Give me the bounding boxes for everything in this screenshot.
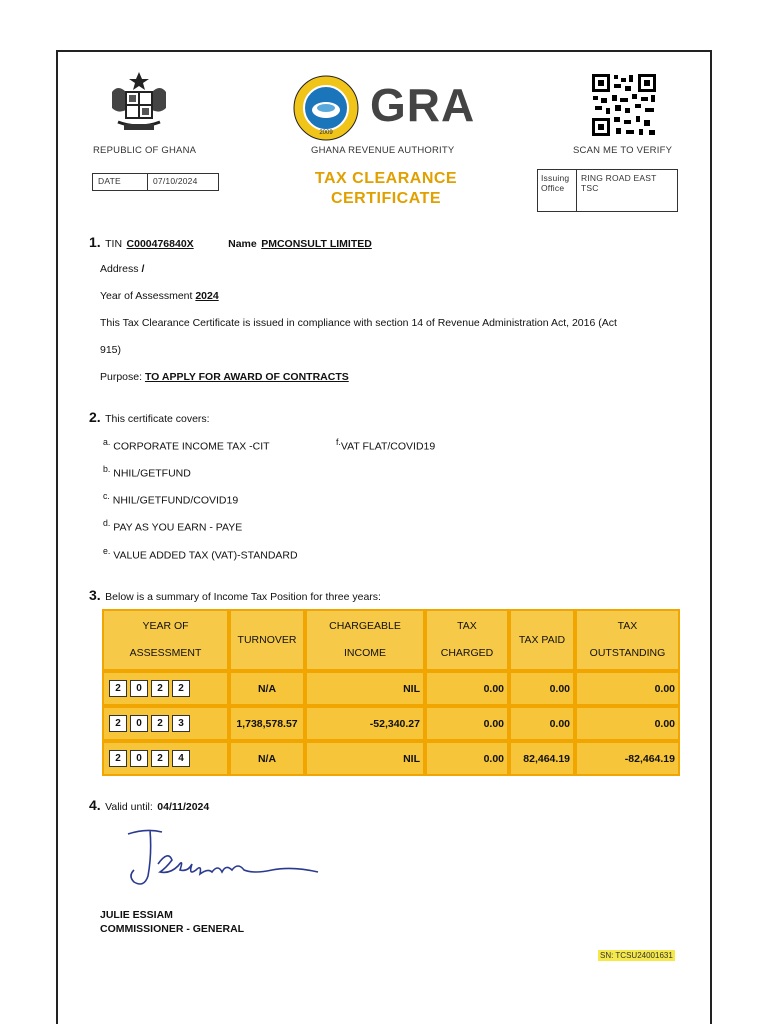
date-label: DATE xyxy=(98,176,121,186)
year-label: Year of Assessment xyxy=(100,290,193,302)
col-turnover: TURNOVER xyxy=(229,609,305,671)
section-2-text: This certificate covers: xyxy=(105,413,210,425)
compliance-text-2: 915) xyxy=(100,344,122,356)
chargeable-cell: NIL xyxy=(305,671,425,706)
signatory-name: JULIE ESSIAM xyxy=(100,909,173,921)
signatory-title: COMMISSIONER - GENERAL xyxy=(100,923,245,935)
issuing-value: RING ROAD EAST TSC xyxy=(581,173,657,193)
table-row xyxy=(102,741,680,776)
seal-year: 2009 xyxy=(319,130,333,136)
coverage-item-a: $^{a.}$ CORPORATE INCOME TAX -CIT xyxy=(103,437,270,453)
paid-cell: 82,464.19 xyxy=(509,741,575,776)
chargeable-cell: -52,340.27 xyxy=(305,706,425,741)
turnover-cell: N/A xyxy=(229,741,305,776)
turnover-cell: 1,738,578.57 xyxy=(229,706,305,741)
purpose-line xyxy=(100,371,349,383)
valid-label: Valid until: xyxy=(105,801,153,813)
charged-cell: 0.00 xyxy=(425,671,509,706)
valid-value: 04/11/2024 xyxy=(157,801,210,813)
certificate-page xyxy=(56,50,712,1024)
coat-of-arms-icon xyxy=(104,70,174,134)
outstanding-cell: -82,464.19 xyxy=(575,741,680,776)
col-outstanding: TAX OUTSTANDING xyxy=(575,609,680,671)
section-2-heading xyxy=(89,409,210,427)
tin-value: C000476840X xyxy=(126,238,194,250)
year-digits: 2 0 2 3 xyxy=(102,706,229,741)
section-1-number: 1. xyxy=(89,234,101,250)
col-charged: TAX CHARGED xyxy=(425,609,509,671)
purpose-value: TO APPLY FOR AWARD OF CONTRACTS xyxy=(144,371,349,383)
compliance-text: This Tax Clearance Certificate is issued in compliance with section 14 of Revenue Administration Act, 2016 (Act xyxy=(100,317,617,329)
year-line xyxy=(100,290,219,302)
scan-caption: SCAN ME TO VERIFY xyxy=(573,145,673,156)
certificate-title xyxy=(258,169,514,209)
purpose-label: Purpose: xyxy=(100,371,143,383)
section-3-text: Below is a summary of Income Tax Position for three years: xyxy=(105,591,381,603)
section-2-number: 2. xyxy=(89,409,101,425)
coverage-item-c: $^{c.}$ NHIL/GETFUND/COVID19 xyxy=(103,491,239,507)
section-4-number: 4. xyxy=(89,797,101,813)
outstanding-cell: 0.00 xyxy=(575,671,680,706)
gra-logo-text: GRA xyxy=(370,79,476,131)
tin-label: TIN xyxy=(105,238,123,250)
title-line-1: TAX CLEARANCE xyxy=(314,170,458,187)
coverage-item-b: $^{b.}$ NHIL/GETFUND xyxy=(103,464,191,480)
issuing-label: Issuing Office xyxy=(541,173,570,193)
outstanding-cell: 0.00 xyxy=(575,706,680,741)
col-chargeable: CHARGEABLE INCOME xyxy=(305,609,425,671)
charged-cell: 0.00 xyxy=(425,706,509,741)
name-label: Name xyxy=(228,238,257,250)
serial-number: SN: TCSU24001631 xyxy=(600,951,673,960)
date-value: 07/10/2024 xyxy=(153,176,198,186)
table-row xyxy=(102,706,680,741)
year-digits: 2 0 2 2 xyxy=(102,671,229,706)
issuing-office-box xyxy=(537,169,678,212)
address-label: Address xyxy=(100,263,139,275)
table-row xyxy=(102,671,680,706)
signature-icon xyxy=(122,824,322,896)
chargeable-cell: NIL xyxy=(305,741,425,776)
gra-caption: GHANA REVENUE AUTHORITY xyxy=(311,145,455,156)
name-value: PMCONSULT LIMITED xyxy=(261,238,372,250)
paid-cell: 0.00 xyxy=(509,671,575,706)
section-3-heading xyxy=(89,587,381,605)
col-year: YEAR OF ASSESSMENT xyxy=(102,609,229,671)
table-header-row xyxy=(102,609,680,671)
gra-seal-icon xyxy=(292,74,360,142)
title-line-2: CERTIFICATE xyxy=(330,190,442,207)
col-paid: TAX PAID xyxy=(509,609,575,671)
paid-cell: 0.00 xyxy=(509,706,575,741)
qr-code-icon xyxy=(590,72,658,138)
income-tax-table xyxy=(102,609,680,776)
date-box xyxy=(92,173,219,191)
address-value: / xyxy=(141,263,145,275)
section-3-number: 3. xyxy=(89,587,101,603)
charged-cell: 0.00 xyxy=(425,741,509,776)
year-value: 2024 xyxy=(195,290,219,302)
address-line xyxy=(100,263,144,275)
section-1-line-tin xyxy=(89,234,372,252)
year-digits: 2 0 2 4 xyxy=(102,741,229,776)
section-4-line xyxy=(89,797,209,815)
coverage-item-e: $^{e.}$ VALUE ADDED TAX (VAT)-STANDARD xyxy=(103,546,298,562)
coverage-item-f: $^{f.}$VAT FLAT/COVID19 xyxy=(336,437,436,453)
turnover-cell: N/A xyxy=(229,671,305,706)
republic-caption: REPUBLIC OF GHANA xyxy=(93,145,197,156)
coverage-item-d: $^{d.}$ PAY AS YOU EARN - PAYE xyxy=(103,518,243,534)
